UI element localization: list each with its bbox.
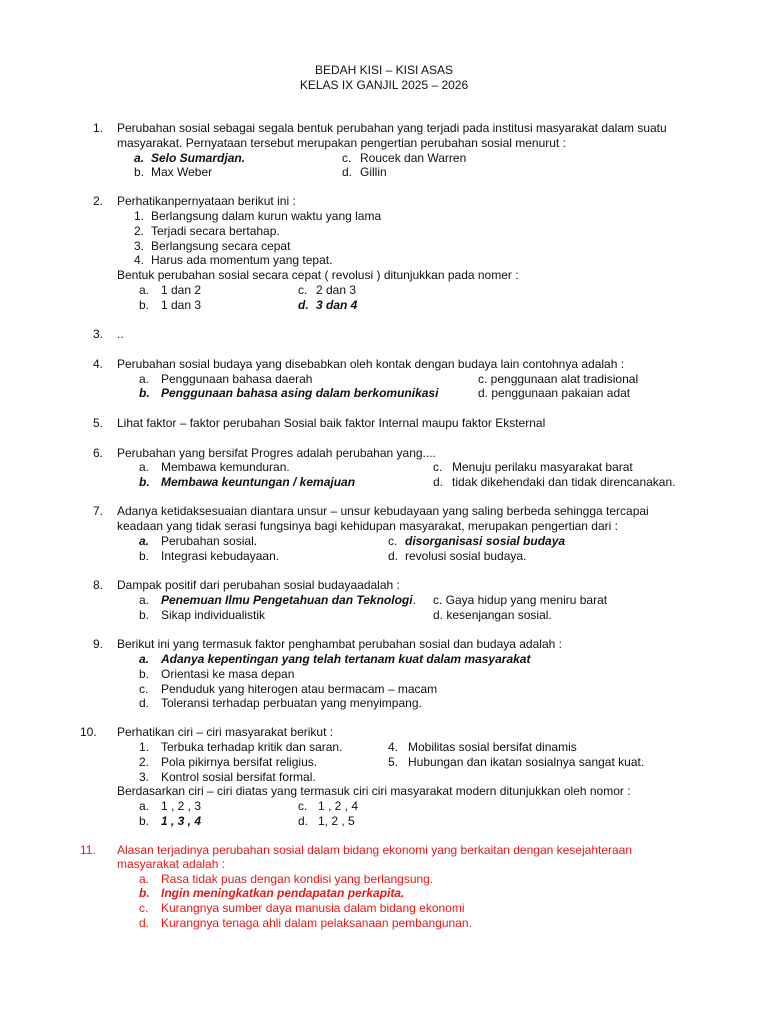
list-item: Berlangsung dalam kurun waktu yang lama bbox=[151, 209, 382, 223]
doc-title: BEDAH KISI – KISI ASAS bbox=[314, 63, 454, 77]
list-number: 3. bbox=[139, 770, 150, 784]
question-text: Perhatikanpernyataan berikut ini : bbox=[117, 194, 296, 208]
question-text: Lihat faktor – faktor perubahan Sosial baik faktor Internal maupu faktor Eksternal bbox=[117, 416, 546, 430]
option: Toleransi terhadap perbuatan yang menyimpang. bbox=[161, 696, 422, 710]
option-answer: Penggunaan bahasa asing dalam berkomunikasi bbox=[161, 386, 439, 400]
option: Membawa kemunduran. bbox=[161, 460, 290, 474]
option-answer: Membawa keuntungan / kemajuan bbox=[161, 475, 356, 489]
option: 2 dan 3 bbox=[316, 283, 357, 297]
question-text: Perubahan sosial sebagai segala bentuk perubahan yang terjadi pada institusi masyarakat dalam suatu bbox=[117, 121, 667, 135]
option-label: b. bbox=[139, 549, 150, 563]
question-number: 10. bbox=[80, 725, 97, 739]
option-label: c. bbox=[139, 901, 149, 915]
question-number: 1. bbox=[93, 121, 104, 135]
question-number: 4. bbox=[93, 357, 104, 371]
option: Penggunaan bahasa daerah bbox=[161, 372, 313, 386]
question-number: 2. bbox=[93, 194, 104, 208]
question-text: Berikut ini yang termasuk faktor penghambat perubahan sosial dan budaya adalah : bbox=[117, 637, 562, 651]
question-text: Perubahan sosial budaya yang disebabkan oleh kontak dengan budaya lain contohnya adalah : bbox=[117, 357, 625, 371]
option-label: b. bbox=[134, 165, 145, 179]
option-label: c. bbox=[298, 799, 308, 813]
option-label: a. bbox=[139, 799, 150, 813]
option-label: c. bbox=[433, 460, 443, 474]
option-label: a. bbox=[134, 151, 145, 165]
option-label: a. bbox=[139, 283, 150, 297]
option-answer: Ingin meningkatkan pendapatan perkapita. bbox=[161, 886, 405, 900]
option: revolusi sosial budaya. bbox=[405, 549, 527, 563]
list-number: 2. bbox=[139, 755, 150, 769]
question-text: Dampak positif dari perubahan sosial budayaadalah : bbox=[117, 578, 400, 592]
option-label: a. bbox=[139, 593, 150, 607]
option-label: c. bbox=[298, 283, 308, 297]
option-label: b. bbox=[139, 608, 150, 622]
option: c. penggunaan alat tradisional bbox=[478, 372, 639, 386]
option-answer: 1 , 3 , 4 bbox=[161, 814, 202, 828]
option: Perubahan sosial. bbox=[161, 534, 258, 548]
option-label: d. bbox=[342, 165, 353, 179]
option: 1 dan 2 bbox=[161, 283, 202, 297]
option: 1 , 2 , 3 bbox=[161, 799, 202, 813]
option-answer: disorganisasi sosial budaya bbox=[405, 534, 566, 548]
option: Sikap individualistik bbox=[161, 608, 266, 622]
question-text: .. bbox=[117, 327, 124, 341]
option: 1 , 2 , 4 bbox=[318, 799, 359, 813]
option: c. Gaya hidup yang meniru barat bbox=[433, 593, 608, 607]
question-text: Perhatikan ciri – ciri masyarakat berikut : bbox=[117, 725, 334, 739]
question-number: 6. bbox=[93, 446, 104, 460]
question-number: 9. bbox=[93, 637, 104, 651]
option: 1 dan 3 bbox=[161, 298, 202, 312]
option-label: a. bbox=[139, 534, 150, 548]
list-number: 1. bbox=[139, 740, 150, 754]
option-label: a. bbox=[139, 652, 150, 666]
option-label: b. bbox=[139, 386, 150, 400]
option: Integrasi kebudayaan. bbox=[161, 549, 280, 563]
option: Rasa tidak puas dengan kondisi yang berlangsung. bbox=[161, 872, 434, 886]
option: tidak dikehendaki dan tidak direncanakan. bbox=[452, 475, 676, 489]
option: d. kesenjangan sosial. bbox=[433, 608, 552, 622]
list-item: Mobilitas sosial bersifat dinamis bbox=[408, 740, 577, 754]
question-text: keadaan yang tidak serasi fungsinya bagi kehidupan masyarakat, merupakan pengertian dari : bbox=[117, 519, 618, 533]
list-number: 1. bbox=[134, 209, 145, 223]
option-label: d. bbox=[433, 475, 444, 489]
question-text: Alasan terjadinya perubahan sosial dalam bidang ekonomi yang berkaitan dengan kesejahteraan bbox=[117, 843, 633, 857]
option-label: a. bbox=[139, 460, 150, 474]
option-label: d. bbox=[298, 814, 309, 828]
list-item: Pola pikirnya bersifat religius. bbox=[161, 755, 318, 769]
option-answer: Penemuan Ilmu Pengetahuan dan Teknologi bbox=[161, 593, 413, 607]
list-number: 5. bbox=[388, 755, 399, 769]
question-text: Bentuk perubahan sosial secara cepat ( revolusi ) ditunjukkan pada nomer : bbox=[117, 268, 519, 282]
option-label: d. bbox=[388, 549, 399, 563]
option: d. penggunaan pakaian adat bbox=[478, 386, 631, 400]
option: Gillin bbox=[360, 165, 387, 179]
question-text: Berdasarkan ciri – ciri diatas yang termasuk ciri ciri masyarakat modern ditunjukkan oleh nomor : bbox=[117, 784, 631, 798]
question-text: Perubahan yang bersifat Progres adalah perubahan yang.... bbox=[117, 446, 436, 460]
list-item: Harus ada momentum yang tepat. bbox=[151, 253, 333, 267]
option: Max Weber bbox=[151, 165, 213, 179]
option-label: d. bbox=[139, 696, 150, 710]
question-number: 11. bbox=[80, 843, 96, 857]
option-label: c. bbox=[342, 151, 352, 165]
option-answer: Adanya kepentingan yang telah tertanam kuat dalam masyarakat bbox=[161, 652, 531, 666]
question-number: 8. bbox=[93, 578, 104, 592]
question-text: masyarakat adalah : bbox=[117, 857, 226, 871]
option-label: d. bbox=[298, 298, 309, 312]
option-label: b. bbox=[139, 667, 150, 681]
option-answer: 3 dan 4 bbox=[316, 298, 358, 312]
option-tail: . bbox=[412, 593, 416, 607]
list-number: 2. bbox=[134, 224, 145, 238]
option-label: a. bbox=[139, 372, 150, 386]
option-answer-line bbox=[161, 593, 416, 607]
option: Orientasi ke masa depan bbox=[161, 667, 295, 681]
option-label: b. bbox=[139, 814, 150, 828]
list-number: 3. bbox=[134, 239, 145, 253]
question-number: 5. bbox=[93, 416, 104, 430]
question-text: masyarakat. Pernyataan tersebut merupakan pengertian perubahan sosial menurut : bbox=[117, 136, 566, 150]
option-label: d. bbox=[139, 916, 150, 930]
option: Menuju perilaku masyarakat barat bbox=[452, 460, 633, 474]
list-item: Hubungan dan ikatan sosialnya sangat kuat. bbox=[408, 755, 645, 769]
option: 1, 2 , 5 bbox=[318, 814, 355, 828]
option-label: b. bbox=[139, 886, 150, 900]
option-label: b. bbox=[139, 475, 150, 489]
option-label: c. bbox=[139, 682, 149, 696]
question-number: 3. bbox=[93, 327, 104, 341]
list-item: Berlangsung secara cepat bbox=[151, 239, 291, 253]
option-answer: Selo Sumardjan. bbox=[151, 151, 246, 165]
list-number: 4. bbox=[388, 740, 399, 754]
list-item: Terbuka terhadap kritik dan saran. bbox=[161, 740, 343, 754]
question-text: Adanya ketidaksesuaian diantara unsur – unsur kebudayaan yang saling berbeda sehingga tercapai bbox=[117, 504, 649, 518]
option-label: a. bbox=[139, 872, 150, 886]
list-item: Kontrol sosial bersifat formal. bbox=[161, 770, 316, 784]
option: Kurangnya tenaga ahli dalam pelaksanaan pembangunan. bbox=[161, 916, 472, 930]
option-label: c. bbox=[388, 534, 398, 548]
option: Roucek dan Warren bbox=[360, 151, 467, 165]
doc-subtitle: KELAS IX GANJIL 2025 – 2026 bbox=[299, 78, 469, 92]
list-item: Terjadi secara bertahap. bbox=[151, 224, 280, 238]
option: Kurangnya sumber daya manusia dalam bidang ekonomi bbox=[161, 901, 465, 915]
question-number: 7. bbox=[93, 504, 104, 518]
option: Penduduk yang hiterogen atau bermacam – macam bbox=[161, 682, 438, 696]
list-number: 4. bbox=[134, 253, 145, 267]
option-label: b. bbox=[139, 298, 150, 312]
